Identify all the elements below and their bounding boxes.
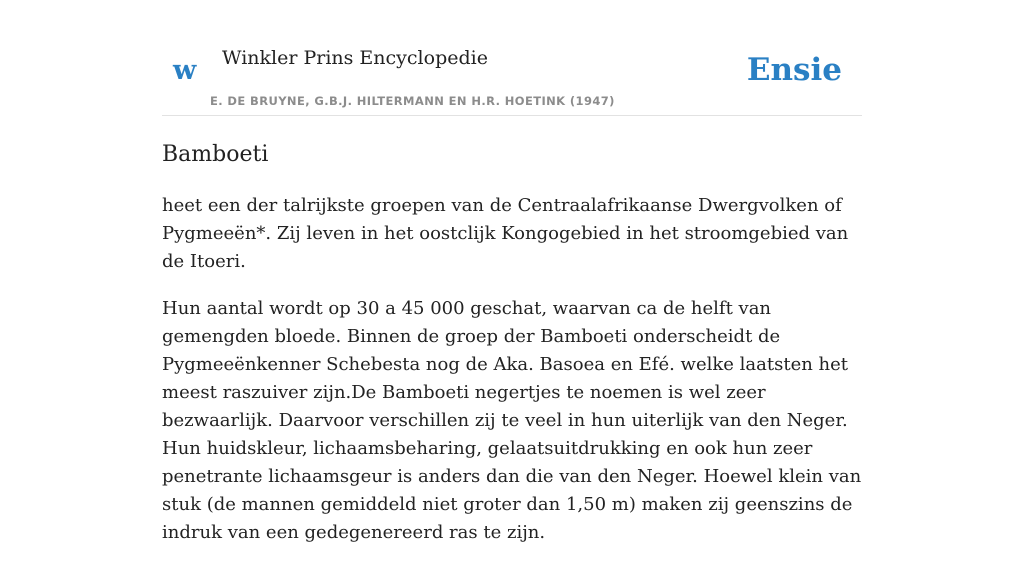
winkler-prins-logo[interactable]: w: [173, 55, 197, 86]
article-paragraph: heet een der talrijkste groepen van de Centraalafrikaanse Dwergvolken of Pygmeeën*. Zij leven in het oostclijk Kongogebied in het stroomgebied van de Itoeri.: [162, 195, 849, 272]
entry-title: Bamboeti: [162, 142, 269, 167]
ensie-brand-logo[interactable]: Ensie: [746, 52, 842, 88]
authors-line: E. DE BRUYNE, G.B.J. HILTERMANN EN H.R. HOETINK (1947): [210, 94, 615, 108]
entry-article: [162, 192, 862, 566]
encyclopedia-title[interactable]: Winkler Prins Encyclopedie: [222, 47, 488, 69]
article-paragraph: Hun aantal wordt op 30 a 45 000 geschat, waarvan ca de helft van gemengden bloede. Binnen de groep der Bamboeti onderscheidt de Pygmeeënkenner Schebesta nog de Aka. Basoea en Efé. welke laatsten het meest raszuiver zijn.De Bamboeti negertjes te noemen is wel zeer bezwaarlijk. Daarvoor verschillen zij te veel in hun uiterlijk van den Neger. Hun huidskleur, lichaamsbeharing, gelaatsuitdrukking en ook hun zeer penetrante lichaamsgeur is anders dan die van den Neger. Hoewel klein van stuk (de mannen gemiddeld niet groter dan 1,50 m) maken zij geenszins de indruk van een gedegenereerd ras te zijn.: [162, 298, 862, 543]
site-header: [162, 40, 862, 116]
